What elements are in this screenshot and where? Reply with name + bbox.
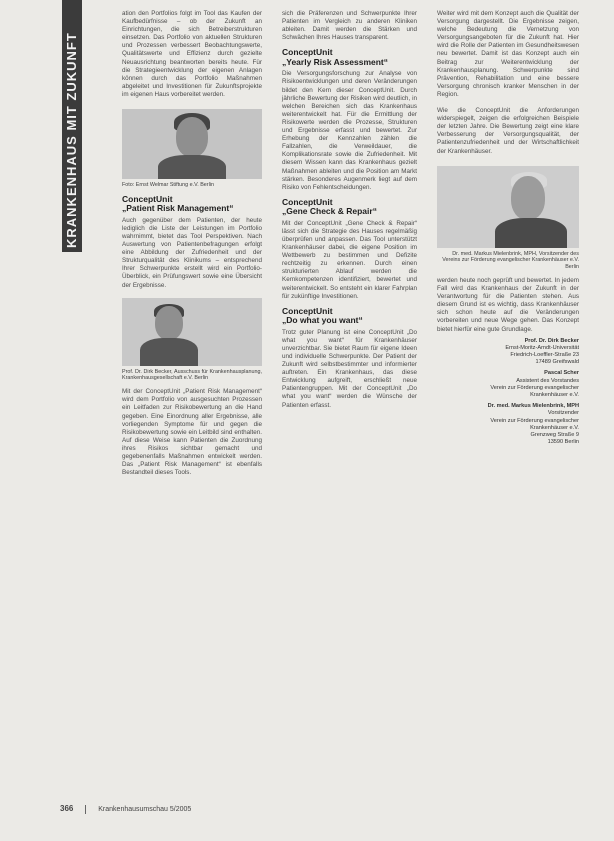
col3-text3: werden heute noch geprüft und bewertet. In jedem Fall wird das Krankenhaus der Zukunft in der Verantwortung für die Patienten stehen. Aus diesem Grund ist es wichtig, dass Krankenhäuser sich schon heute auf die Veränderungen vorbereiten und neue Wege gehen. Das Konzept bietet hierfür eine gute Grundlage. [437, 276, 579, 333]
sig3-name: Dr. med. Markus Mielenbrink, MPH [487, 403, 579, 410]
col3-text1: Weiter wird mit dem Konzept auch die Qualität der Versorgung dargestellt. Die Ergebnisse zeigen, welche Bedeutung die Vernetzung von Versorgungsangeboten für die Zukunft hat. Hier wird die Rolle der Patienten im Gesundheitswesen neu bewertet. Damit ist das Konzept auch ein Beitrag zur Weiterentwicklung der Krankenhausplanung. Schwerpunkte sind Prävention, Rehabilitation und eine bessere Versorgung chronisch kranker Menschen in der Region. [437, 10, 579, 98]
signature-1 [437, 338, 579, 367]
col2-text3: Mit der ConceptUnit „Gene Check & Repair“ lässt sich die Strategie des Hauses regelmäßig überprüfen und anpassen. Das Tool unterstützt Krankenhäuser dabei, die eigene Position im Wettbewerb zu bestimmen und Defizite rechtzeitig zu erkennen. Durch einen strukturierten Ablauf werden die Kernkompetenzen identifiziert, bewertet und weiterentwickelt. So entsteht ein klarer Fahrplan für zukünftige Investitionen. [282, 219, 417, 300]
sig3-line: Vorsitzender [547, 410, 579, 417]
sig2-line: Verein zur Förderung evangelischer [490, 384, 579, 391]
sig1-line: 17489 Greifswald [535, 359, 579, 366]
sig2-line: Assistent des Vorstandes [516, 377, 579, 384]
column-2 [282, 10, 417, 410]
heading-do-what-you-want: ConceptUnit „Do what you want“ [282, 305, 363, 326]
photo-3-caption: Dr. med. Markus Mielenbrink, MPH, Vorsitzender des Vereins zur Förderung evangelischer Krankenhäuser e.V. Berlin [442, 250, 579, 271]
page-footer [60, 804, 191, 814]
heading-gene-check: ConceptUnit „Gene Check & Repair“ [282, 196, 377, 217]
sig3-line: 13590 Berlin [547, 439, 579, 446]
photo-2-caption: Prof. Dr. Dirk Becker, Ausschuss für Krankenhausplanung, Krankenhausgesellschaft e.V. Berlin [122, 368, 262, 382]
sig3-line: Grenzweg Straße 9 [530, 432, 579, 439]
heading-patient-risk: ConceptUnit „Patient Risk Management“ [122, 193, 234, 214]
signature-3 [437, 403, 579, 446]
sig3-line: Verein zur Förderung evangelischer [490, 417, 579, 424]
sig1-name: Prof. Dr. Dirk Becker [524, 337, 579, 344]
sig1-line: Friedrich-Loeffler-Straße 23 [510, 352, 579, 359]
col2-text2: Die Versorgungsforschung zur Analyse von Risikoentwicklungen und deren Veränderungen bildet den Kern dieser ConceptUnit. Durch jährliche Bewertung der Risiken wird deutlich, in welchen Bereichen sich das Krankenhaus weiterentwickelt hat. Für die Ermittlung der Risikowerte werden die Prozesse, Strukturen und Ergebnisse erfasst und bewertet. Zur Erhebung der Kennzahlen zählen die Fallzahlen, die Verweildauer, die Komplikationsrate sowie die Zufriedenheit. Mit diesem Wissen kann das Krankenhaus gezielt Maßnahmen ableiten und die Position am Markt stärken. Besonderes Augenmerk liegt auf dem Risiko von Fehlentscheidungen. [282, 70, 417, 191]
heading-yearly-risk: ConceptUnit „Yearly Risk Assessment“ [282, 47, 388, 67]
author-photo-3 [437, 166, 579, 248]
sig1-line: Ernst-Moritz-Arndt-Universität [505, 344, 579, 351]
sig2-line: Krankenhäuser e.V. [530, 392, 579, 399]
author-photo-1 [122, 109, 262, 179]
author-photo-2 [122, 298, 262, 366]
sig3-line: Krankenhäuser e.V. [530, 424, 579, 431]
photo-1-caption: Foto: Ernst Welmar Stiftung e.V. Berlin [122, 182, 214, 189]
col1-text3: Mit der ConceptUnit „Patient Risk Management“ wird dem Portfolio von ausgesuchten Prozessen ein Leitfaden zur Risikobewertung an die Hand gegeben. Eine Einordnung aller Ergebnisse, alle vorliegenden Symptome für und gegen die Risikobewertung sowie ein Leitbild sind enthalten. Auf diese Weise kann Patienten die Zuordnung ihres Risikos sichtbar gemacht und gegebenenfalls Maßnahmen entwickelt werden. Das „Patient Risk Management“ ist ebenfalls Bestandteil dieses Tools. [122, 388, 262, 477]
sig2-name: Pascal Scher [544, 370, 579, 377]
col2-text1: sich die Präferenzen und Schwerpunkte Ihrer Patienten im Vergleich zu anderen Kliniken ableiten. Damit werden die Stärken und Schwächen Ihres Hauses transparent. [282, 10, 417, 42]
footer-divider [85, 805, 86, 814]
footer-publication: Krankenhausumschau 5/2005 [98, 806, 192, 813]
col1-text2: Auch gegenüber dem Patienten, der heute lediglich die Liste der Leistungen im Portfolio wahrnimmt, bietet das Tool Perspektiven. Nach Auswertung von Patientenbefragungen erfolgt eine Abbildung der Zufriedenheit und der Strukturqualität des Klinikums – entsprechend Ihrer Schwerpunkte erstellt wird ein Portfolio-Überblick, ein Prüfungswert sowie eine Übersicht der Ergebnisse. [122, 216, 262, 289]
section-title: KRANKENHAUS MIT ZUKUNFT [64, 32, 79, 248]
page-number: 366 [60, 804, 74, 813]
column-3 [437, 10, 579, 446]
column-1 [122, 10, 262, 477]
col2-text4: Trotz guter Planung ist eine ConceptUnit „Do what you want“ für Krankenhäuser unverzichtbar. Sie bietet Raum für eigene Ideen und individuelle Schwerpunkte. Der Patient der Zukunft wird selbstbestimmter und informierter auftreten. Ein Krankenhaus, das diese Entwicklung aufgreift, erschließt neue Patientengruppen. Mit der ConceptUnit „Do what you want“ werden die Wünsche der Patienten erfasst. [282, 328, 417, 409]
col3-text2: Wie die ConceptUnit die Anforderungen widerspiegelt, zeigen die erfolgreichen Beispiele der letzten Jahre. Die Bewertung zeigt eine klare Verbesserung der Versorgungsqualität, der Patientenzufriedenheit und der Wirtschaftlichkeit der Krankenhäuser. [437, 107, 579, 155]
col1-text1: ation den Portfolios folgt im Tool das Kaufen der Kaufbedürfnisse – ob der Zukunft an Einrichtungen, die sich Betreiberstrukturen einsetzen. Das Portfolio von aktuellen Strukturen und Prozessen verbessert Beobachtungswerte, Qualitätswerte und Effizienz durch gezielte Neuausrichtung beantworten bereits heute. Für die Strategieentwicklung der eigenen Anlagen können durch das Portfolio Maßnahmen abgeleitet und Investitionen für Zukunftsprojekte im eigenen Haus vorbereitet werden. [122, 10, 262, 98]
signature-2 [437, 370, 579, 399]
